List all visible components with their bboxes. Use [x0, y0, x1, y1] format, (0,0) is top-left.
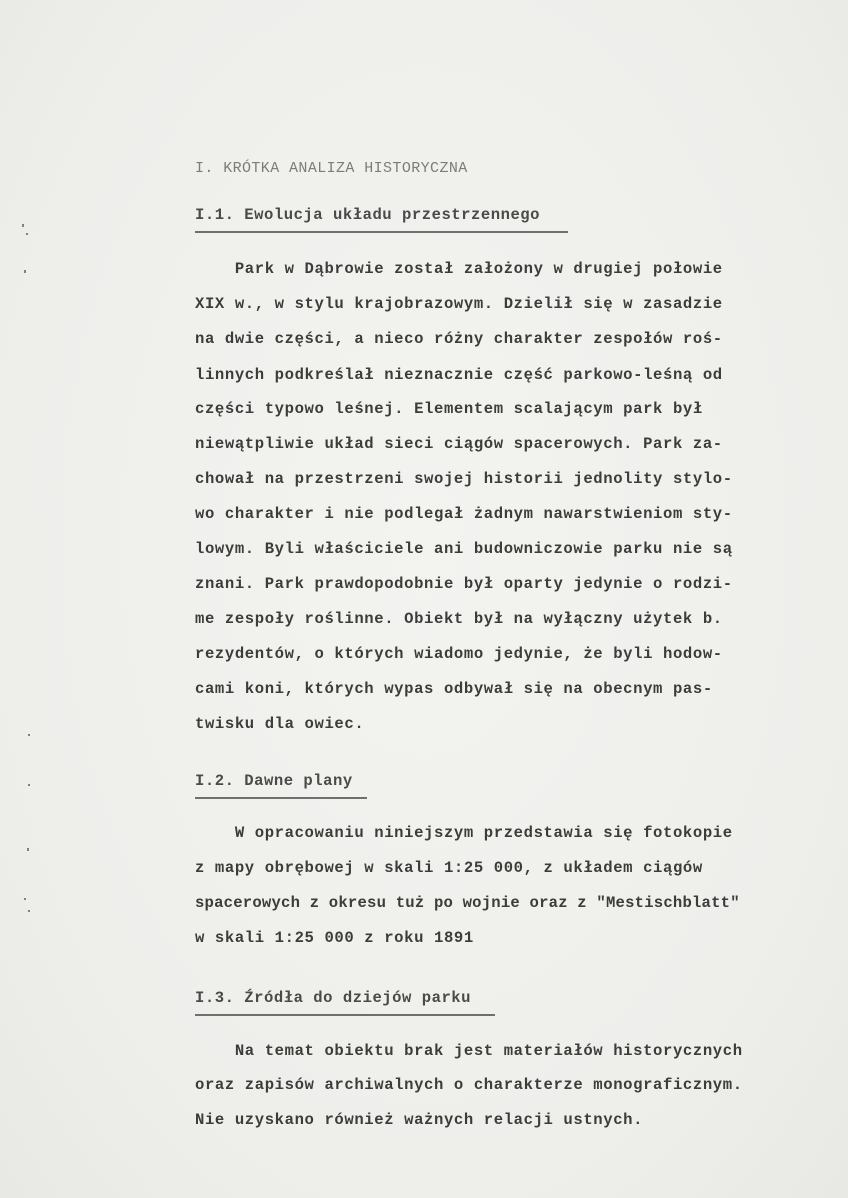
section-1-line: Park w Dąbrowie został założony w drugiej połowie: [195, 260, 723, 278]
margin-mark: [24, 270, 26, 273]
section-1-line: chował na przestrzeni swojej historii jednolity stylo-: [195, 470, 733, 488]
section-1-line: części typowo leśnej. Elementem scalającym park był: [195, 400, 703, 418]
section-1-line: znani. Park prawdopodobnie był oparty jedynie o rodzi-: [195, 575, 733, 593]
margin-mark: [24, 898, 26, 900]
section-1-line: lowym. Byli właściciele ani budowniczowie parku nie są: [195, 540, 733, 558]
section-1-line: XIX w., w stylu krajobrazowym. Dzielił się w zasadzie: [195, 295, 723, 313]
section-3-underline: [195, 1014, 495, 1016]
section-3-line: oraz zapisów archiwalnych o charakterze monograficznym.: [195, 1076, 743, 1094]
section-3-heading: I.3. Źródła do dziejów parku: [195, 989, 472, 1007]
section-3-line: Na temat obiektu brak jest materiałów historycznych: [195, 1042, 743, 1060]
margin-mark: [27, 848, 29, 851]
section-1-line: twisku dla owiec.: [195, 715, 365, 733]
section-1-line: niewątpliwie układ sieci ciągów spacerowych. Park za-: [195, 435, 723, 453]
margin-mark: [28, 910, 30, 912]
section-3-line: Nie uzyskano również ważnych relacji ustnych.: [195, 1111, 644, 1129]
section-1-line: linnych podkreślał nieznacznie część parkowo-leśną od: [195, 366, 723, 384]
section-2-heading: I.2. Dawne plany: [195, 772, 353, 790]
section-1-underline: [195, 231, 568, 233]
section-2-line: W opracowaniu niniejszym przedstawia się fotokopie: [195, 824, 733, 842]
section-1-line: na dwie części, a nieco różny charakter zespołów roś-: [195, 330, 723, 348]
section-2-line: spacerowych z okresu tuż po wojnie oraz z "Mestischblatt": [195, 894, 740, 912]
section-1-line: cami koni, których wypas odbywał się na obecnym pas-: [195, 680, 713, 698]
section-2-line: w skali 1:25 000 z roku 1891: [195, 929, 474, 947]
margin-mark: [28, 734, 30, 736]
margin-mark: [26, 233, 28, 235]
document-title: I. KRÓTKA ANALIZA HISTORYCZNA: [195, 160, 468, 177]
margin-mark: [22, 224, 24, 227]
margin-mark: [28, 784, 30, 786]
section-2-underline: [195, 797, 367, 799]
section-1-heading: I.1. Ewolucja układu przestrzennego: [195, 206, 541, 224]
section-1-line: rezydentów, o których wiadomo jedynie, że byli hodow-: [195, 645, 723, 663]
section-1-line: me zespoły roślinne. Obiekt był na wyłączny użytek b.: [195, 610, 723, 628]
section-2-line: z mapy obrębowej w skali 1:25 000, z układem ciągów: [195, 859, 703, 877]
section-1-line: wo charakter i nie podlegał żadnym nawarstwieniom sty-: [195, 505, 733, 523]
